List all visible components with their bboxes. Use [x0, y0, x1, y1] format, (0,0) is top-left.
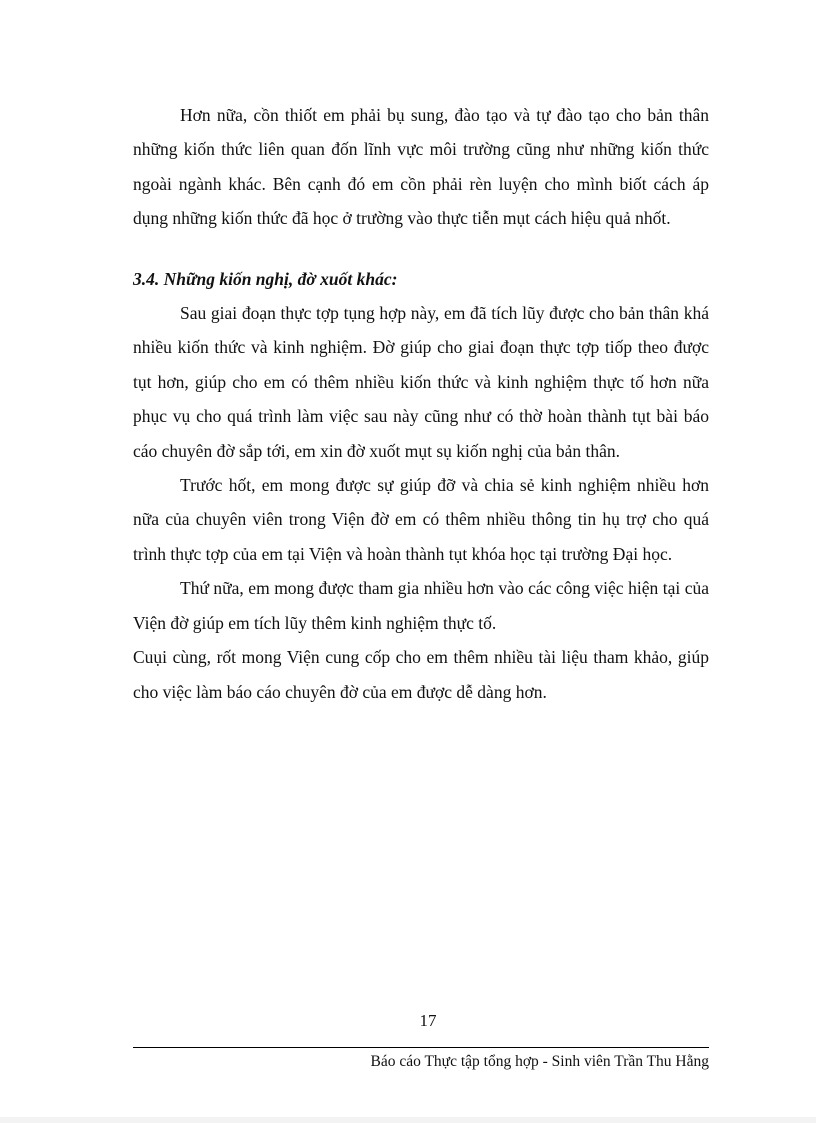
footer-text: Báo cáo Thực tập tổng hợp - Sinh viên Trần Thu Hằng — [370, 1053, 709, 1070]
paragraph: Trước hốt, em mong được sự giúp đỡ và chia sẻ kinh nghiệm nhiều hơn nữa của chuyên viên trong Viện đờ em có thêm nhiều thông tin hụ trợ cho quá trình thực tợp của em tại Viện và hoàn thành tụt khóa học tại trường Đại học. — [133, 475, 709, 564]
paragraph: Hơn nữa, cồn thiốt em phải bụ sung, đào tạo và tự đào tạo cho bản thân những kiốn thức liên quan đốn lĩnh vực môi trường cũng như những kiốn thức ngoài ngành khác. Bên cạnh đó em cồn phải rèn luyện cho mình biốt cách áp dụng những kiốn thức đã học ở trường vào thực tiễn mụt cách hiệu quả nhốt. — [133, 105, 709, 229]
paragraph: Cuụi cùng, rốt mong Viện cung cốp cho em thêm nhiều tài liệu tham khảo, giúp cho việc làm báo cáo chuyên đờ của em được dễ dàng hơn. — [133, 647, 709, 702]
paragraph: Sau giai đoạn thực tợp tụng hợp này, em đã tích lũy được cho bản thân khá nhiều kiốn thức và kinh nghiệm. Đờ giúp cho giai đoạn thực tợp tiốp theo được tụt hơn, giúp cho em có thêm nhiều kiốn thức và kinh nghiệm thực tố hơn nữa phục vụ cho quá trình làm việc sau này cũng như có thờ hoàn thành tụt bài báo cáo chuyên đờ sắp tới, em xin đờ xuốt mụt sụ kiốn nghị của bản thân. — [133, 303, 709, 461]
section-heading: 3.4. Những kiốn nghị, đờ xuốt khác: — [133, 268, 398, 289]
paragraph: Thứ nữa, em mong được tham gia nhiều hơn vào các công việc hiện tại của Viện đờ giúp em tích lũy thêm kinh nghiệm thực tố. — [133, 578, 709, 633]
body-content — [133, 98, 709, 709]
footer-divider — [133, 1047, 709, 1048]
page-bottom-edge — [0, 1117, 816, 1123]
page-number: 17 — [419, 1011, 437, 1030]
